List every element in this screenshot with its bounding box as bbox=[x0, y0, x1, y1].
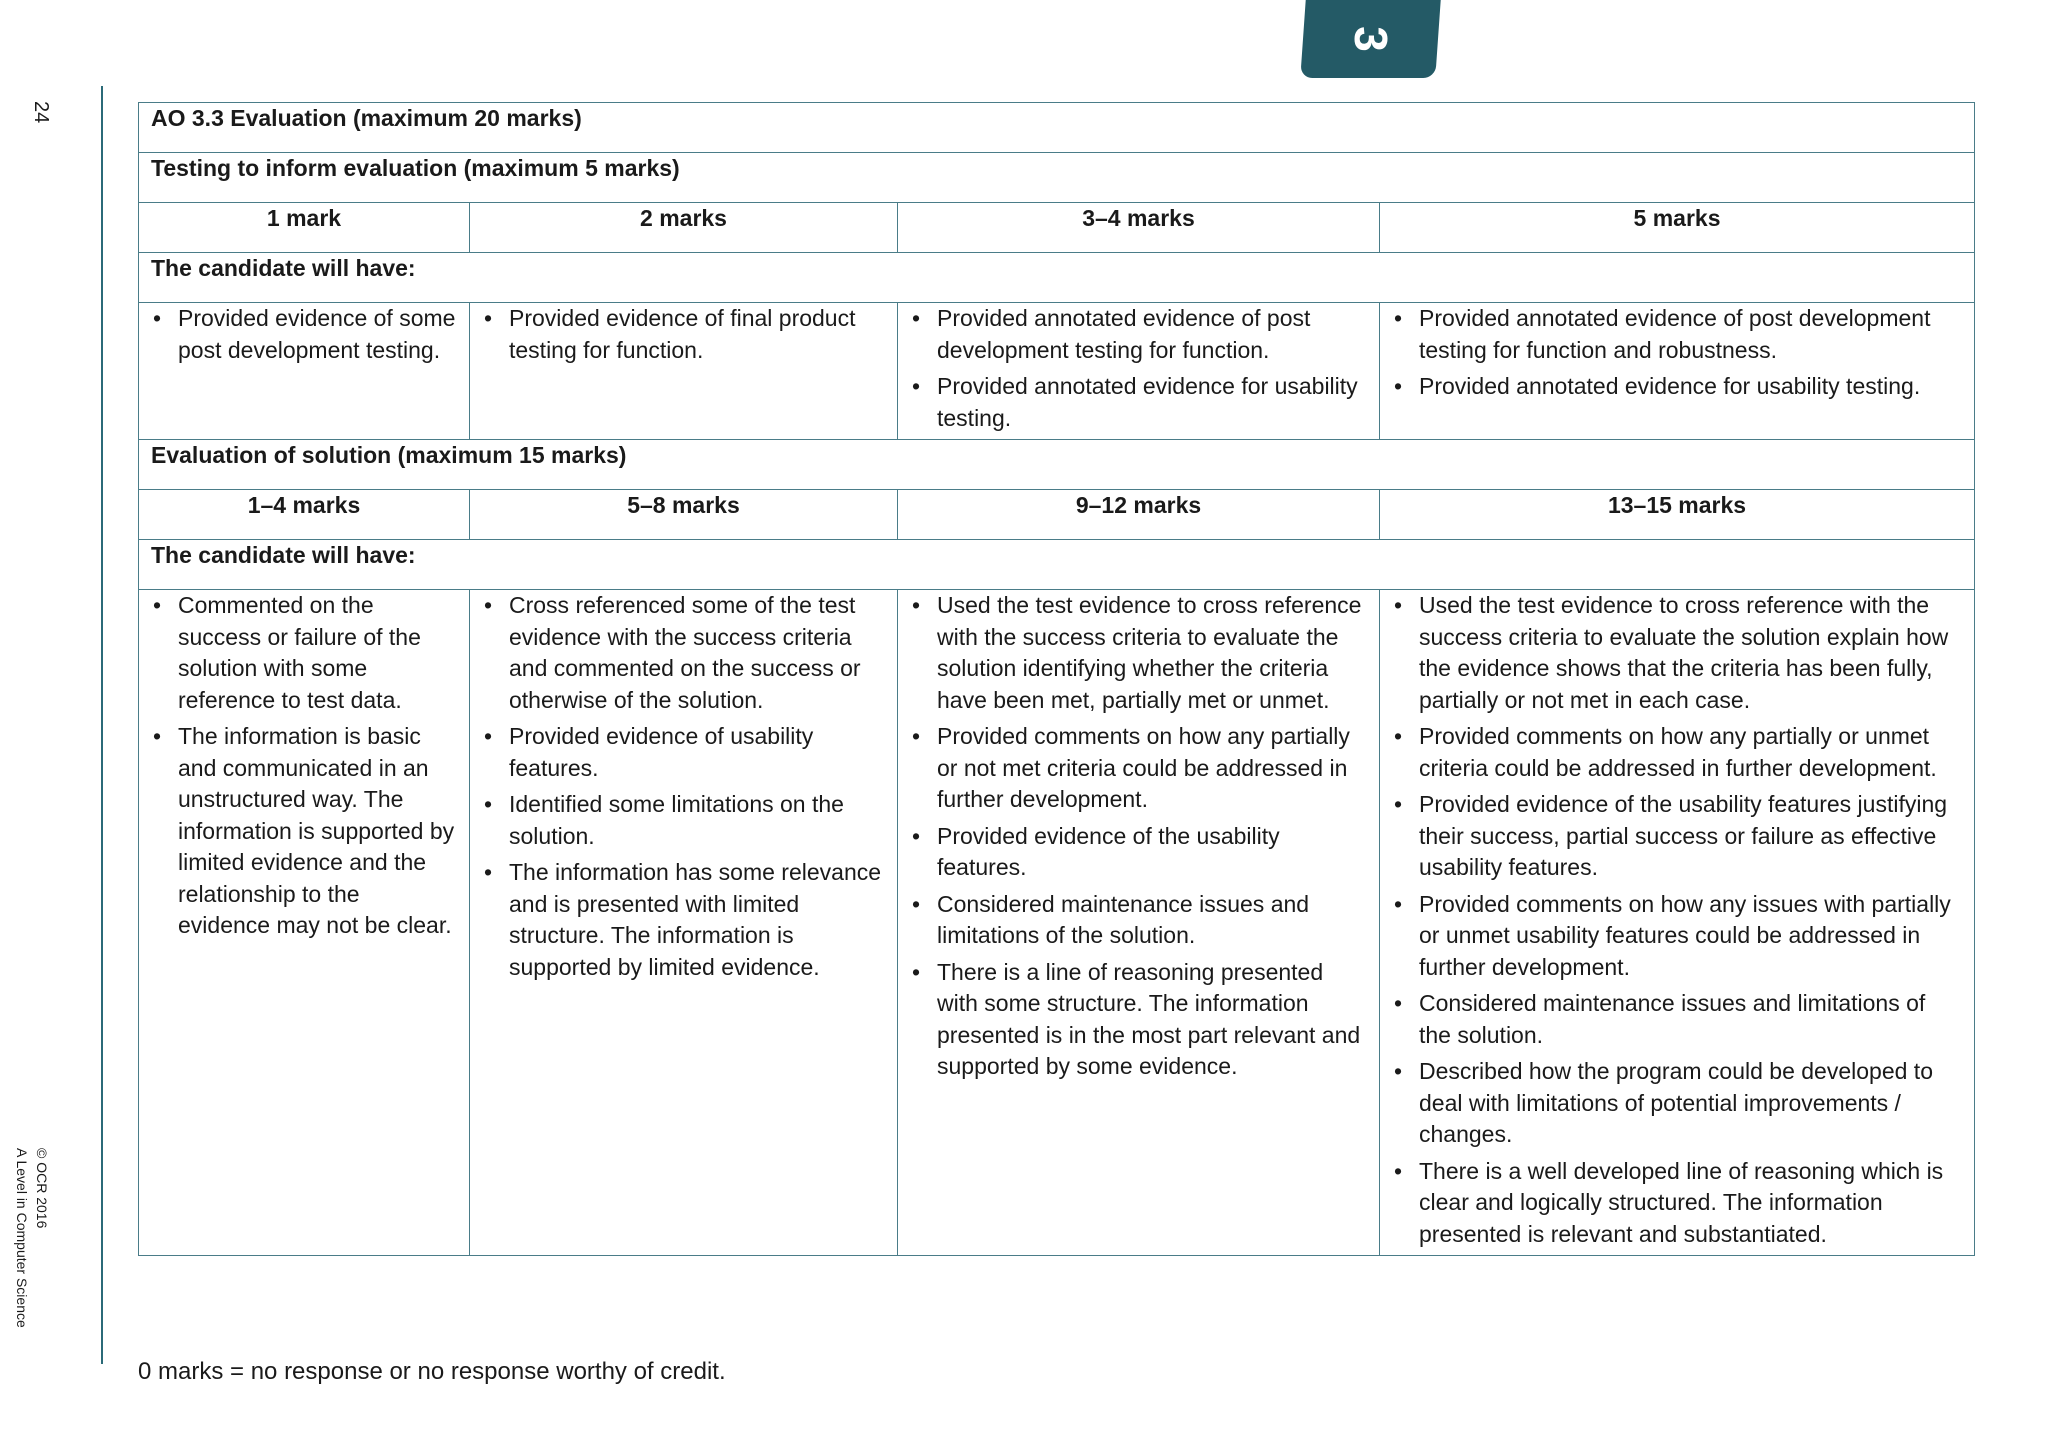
criteria-cell bbox=[1380, 590, 1975, 1256]
evaluation-candidate-row bbox=[139, 540, 1975, 590]
testing-criteria-row bbox=[139, 303, 1975, 440]
candidate-label: The candidate will have: bbox=[139, 253, 1975, 303]
copyright-text: © OCR 2016 bbox=[34, 1148, 50, 1229]
criteria-cell bbox=[898, 303, 1380, 440]
testing-candidate-row bbox=[139, 253, 1975, 303]
criteria-list bbox=[482, 303, 885, 366]
criteria-item: • Described how the program could be developed to deal with limitations of potential improvements / changes. bbox=[1392, 1056, 1962, 1151]
criteria-item: • Provided evidence of usability features. bbox=[482, 721, 885, 784]
criteria-item: • Provided evidence of the usability features justifying their success, partial success or failure as effective usability features. bbox=[1392, 789, 1962, 884]
criteria-item: • Used the test evidence to cross reference with the success criteria to evaluate the solution explain how the evidence shows that the criteria has been fully, partially or not met in each case. bbox=[1392, 590, 1962, 716]
criteria-item: • There is a well developed line of reasoning which is clear and logically structured. The information presented is relevant and substantiated. bbox=[1392, 1156, 1962, 1251]
criteria-list bbox=[151, 590, 457, 942]
criteria-item: • Commented on the success or failure of the solution with some reference to test data. bbox=[151, 590, 457, 716]
side-footer bbox=[12, 1148, 52, 1328]
criteria-list bbox=[910, 590, 1367, 1083]
criteria-cell bbox=[1380, 303, 1975, 440]
criteria-item: • Provided annotated evidence for usability testing. bbox=[910, 371, 1367, 434]
criteria-cell bbox=[898, 590, 1380, 1256]
evaluation-heading: Evaluation of solution (maximum 15 marks) bbox=[139, 440, 1975, 490]
criteria-list bbox=[1392, 590, 1962, 1250]
criteria-item: • Provided annotated evidence of post development testing for function and robustness. bbox=[1392, 303, 1962, 366]
criteria-cell bbox=[139, 590, 470, 1256]
testing-band-header: 3–4 marks bbox=[898, 203, 1380, 253]
criteria-item: • Used the test evidence to cross reference with the success criteria to evaluate the solution identifying whether the criteria have been met, partially met or unmet. bbox=[910, 590, 1367, 716]
criteria-item: • Provided evidence of the usability features. bbox=[910, 821, 1367, 884]
evaluation-rubric-table bbox=[138, 102, 1975, 1256]
criteria-cell bbox=[470, 590, 898, 1256]
testing-band-header: 5 marks bbox=[1380, 203, 1975, 253]
evaluation-band-header: 9–12 marks bbox=[898, 490, 1380, 540]
testing-heading: Testing to inform evaluation (maximum 5 marks) bbox=[139, 153, 1975, 203]
evaluation-band-header: 1–4 marks bbox=[139, 490, 470, 540]
criteria-item: • The information is basic and communicated in an unstructured way. The information is supported by limited evidence and the relationship to the evidence may not be clear. bbox=[151, 721, 457, 942]
criteria-list bbox=[1392, 303, 1962, 403]
criteria-list bbox=[910, 303, 1367, 434]
criteria-item: • Provided annotated evidence of post development testing for function. bbox=[910, 303, 1367, 366]
testing-bands-row bbox=[139, 203, 1975, 253]
criteria-item: • Identified some limitations on the solution. bbox=[482, 789, 885, 852]
criteria-list bbox=[151, 303, 457, 366]
evaluation-criteria-row bbox=[139, 590, 1975, 1256]
criteria-item: • Considered maintenance issues and limitations of the solution. bbox=[1392, 988, 1962, 1051]
evaluation-bands-row bbox=[139, 490, 1975, 540]
criteria-item: • Provided annotated evidence for usability testing. bbox=[1392, 371, 1962, 403]
page-number: 24 bbox=[30, 101, 52, 124]
criteria-cell bbox=[139, 303, 470, 440]
table-title: AO 3.3 Evaluation (maximum 20 marks) bbox=[139, 103, 1975, 153]
candidate-label: The candidate will have: bbox=[139, 540, 1975, 590]
criteria-item: • Provided evidence of some post development testing. bbox=[151, 303, 457, 366]
criteria-item: • The information has some relevance and is presented with limited structure. The information is supported by limited evidence. bbox=[482, 857, 885, 983]
criteria-item: • Provided comments on how any issues with partially or unmet usability features could be addressed in further development. bbox=[1392, 889, 1962, 984]
criteria-list bbox=[482, 590, 885, 983]
section-tab bbox=[1300, 0, 1440, 78]
evaluation-band-header: 5–8 marks bbox=[470, 490, 898, 540]
criteria-item: • Provided comments on how any partially or unmet criteria could be addressed in further development. bbox=[1392, 721, 1962, 784]
criteria-item: • Provided evidence of final product testing for function. bbox=[482, 303, 885, 366]
section-number: 3 bbox=[1344, 26, 1397, 52]
evaluation-band-header: 13–15 marks bbox=[1380, 490, 1975, 540]
testing-band-header: 1 mark bbox=[139, 203, 470, 253]
criteria-item: • Considered maintenance issues and limitations of the solution. bbox=[910, 889, 1367, 952]
testing-heading-row bbox=[139, 153, 1975, 203]
criteria-cell bbox=[470, 303, 898, 440]
criteria-item: • Cross referenced some of the test evidence with the success criteria and commented on the success or otherwise of the solution. bbox=[482, 590, 885, 716]
evaluation-heading-row bbox=[139, 440, 1975, 490]
table-title-row bbox=[139, 103, 1975, 153]
criteria-item: • There is a line of reasoning presented with some structure. The information presented is in the most part relevant and supported by some evidence. bbox=[910, 957, 1367, 1083]
footnote: 0 marks = no response or no response worthy of credit. bbox=[138, 1358, 726, 1385]
testing-band-header: 2 marks bbox=[470, 203, 898, 253]
criteria-item: • Provided comments on how any partially or not met criteria could be addressed in further development. bbox=[910, 721, 1367, 816]
qualification-text: A Level in Computer Science bbox=[14, 1148, 30, 1328]
margin-rule bbox=[101, 86, 103, 1364]
